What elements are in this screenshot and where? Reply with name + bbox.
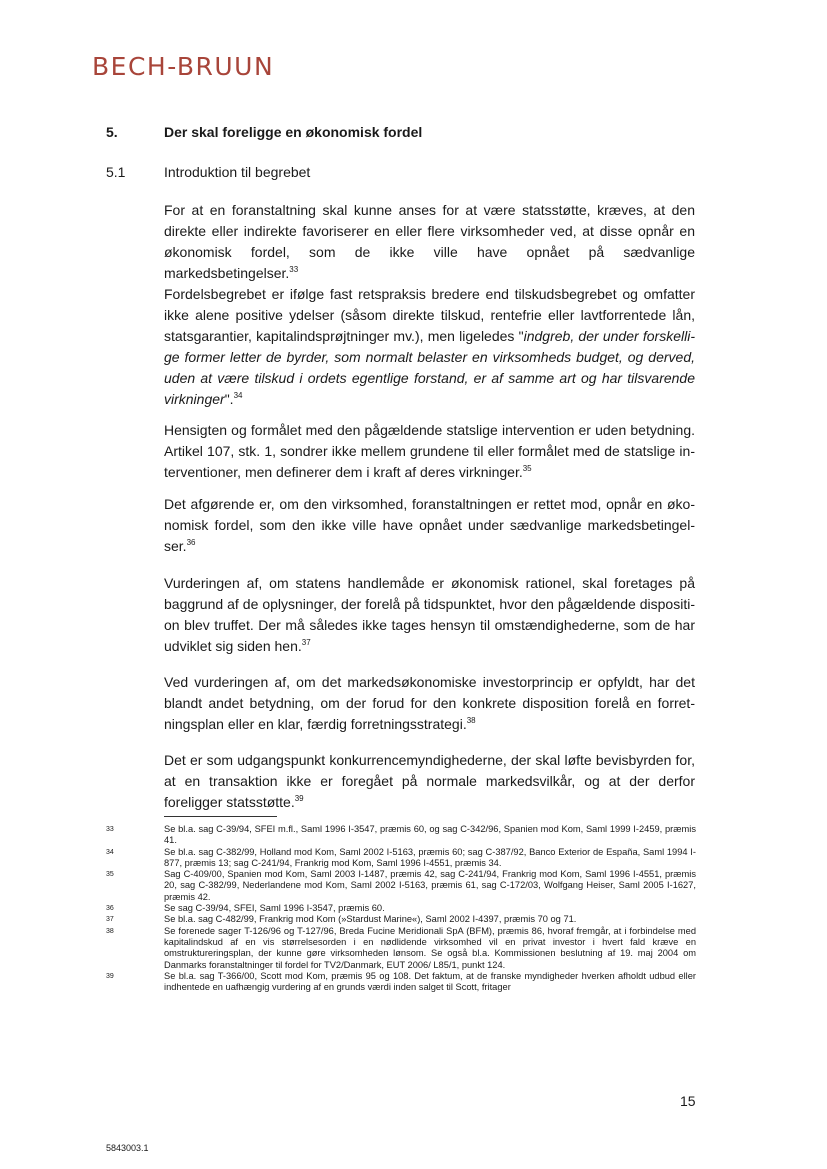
footnote-number: 39 <box>106 972 114 980</box>
footnote-number: 36 <box>106 905 114 913</box>
paragraph-text: Vurderingen af, om statens handlemåde er økonomisk rationel, skal foretages på baggrund af de oplysninger, der forelå på tidspunktet, hvor den pågældende disposition blev truffet. Der må således ikke tages hensyn til omstændighederne, som de har udviklet sig siden hen. <box>164 575 695 654</box>
footnote <box>106 926 696 971</box>
footnote-ref[interactable]: 38 <box>466 716 476 725</box>
page-number: 15 <box>680 1093 696 1109</box>
paragraph-text: Fordelsbegrebet er ifølge fast retspraksis bredere end tilskudsbegrebet og omfatter ikke alene positive ydelser (såsom direkte tilskud, rentefrie eller lavtforrentede lån, statsgarantier, kapitalindsprøjtninger mv.), men ligeledes " <box>164 286 695 344</box>
footnote <box>106 824 696 847</box>
footnote-separator <box>164 816 277 817</box>
footnote-number: 38 <box>106 927 114 935</box>
subsection-number: 5.1 <box>106 164 126 180</box>
footnote-text: Se bl.a. sag T-366/00, Scott mod Kom, præmis 95 og 108. Det faktum, at de franske myndigheder hverken afholdt udbud eller indhentede en uafhængig vurdering af en grunds værdi inden salget til Scott, fritager <box>164 970 696 993</box>
footnote-ref[interactable]: 37 <box>301 638 311 647</box>
footnote-number: 35 <box>106 871 114 879</box>
paragraph-text: For at en foranstaltning skal kunne anses for at være statsstøtte, kræves, at den direkte eller indirekte favoriserer en eller flere virksomheder ved, at disse opnår en økonomisk fordel, som de ikke ville have opnået på sædvanlige markedsbetingelser. <box>164 202 695 281</box>
section-number: 5. <box>106 124 118 140</box>
footnote-ref[interactable]: 35 <box>522 464 532 473</box>
body-paragraph <box>164 672 695 735</box>
paragraph-text: Ved vurderingen af, om det markedsøkonomiske investorprincip er opfyldt, har det blandt andet betydning, om der forud for den konkrete disposition forelå en forretningsplan eller en klar, færdig forretningsstrategi. <box>164 674 695 732</box>
section-title: Der skal foreligge en økonomisk fordel <box>164 124 423 140</box>
body-paragraph <box>164 284 695 410</box>
company-logo: BECH-BRUUN <box>92 52 275 81</box>
paragraph-text-after: ". <box>224 391 234 407</box>
footnote-number: 37 <box>106 916 114 924</box>
body-paragraph <box>164 573 695 657</box>
paragraph-text: Hensigten og formålet med den pågældende statslige intervention er uden betydning. Artikel 107, stk. 1, sondrer ikke mellem grundene til eller formålet med de statslige interventioner, men definerer dem i kraft af deres virkninger. <box>164 422 695 480</box>
footnote-text: Se bl.a. sag C-482/99, Frankrig mod Kom (»Stardust Marine«), Saml 2002 I-4397, præmis 70 og 71. <box>164 914 577 925</box>
footnote <box>106 903 696 914</box>
paragraph-text: Det afgørende er, om den virksomhed, foranstaltningen er rettet mod, opnår en økonomisk fordel, som den ikke ville have opnået under sædvanlige markedsbetingelser. <box>164 496 695 554</box>
footnotes <box>106 824 696 993</box>
footnote-number: 33 <box>106 826 114 833</box>
footnote-text: Se bl.a. sag C-39/94, SFEI m.fl., Saml 1996 I-3547, præmis 60, og sag C-342/96, Spanien mod Kom, Saml 1999 I-2459, præmis 41. <box>164 824 696 846</box>
body-paragraph <box>164 494 695 557</box>
footnote-text: Se sag C-39/94, SFEI, Saml 1996 I-3547, præmis 60. <box>164 903 385 914</box>
document-id: 5843003.1 <box>106 1143 149 1153</box>
body-paragraph <box>164 420 695 483</box>
footnote-ref[interactable]: 33 <box>289 265 299 274</box>
footnote <box>106 869 696 903</box>
paragraph-quote: indgreb, der under forskellige former letter de byrder, som normalt belaster en virksomheds budget, og derved, uden at være tilskud i ordets egentlige forstand, er af samme art og har tilsvarende virkninger <box>164 328 696 407</box>
footnote-number: 34 <box>106 848 114 856</box>
footnote <box>106 847 696 870</box>
paragraph-text: Det er som udgangspunkt konkurrencemyndighederne, der skal løfte bevisbyrden for, at en transaktion ikke er foregået på normale markedsvilkår, og at der derfor foreligger statsstøtte. <box>164 752 695 810</box>
footnote-ref[interactable]: 34 <box>233 391 243 400</box>
subsection-title: Introduktion til begrebet <box>164 164 311 180</box>
footnote <box>106 914 696 925</box>
footnote-text: Se bl.a. sag C-382/99, Holland mod Kom, Saml 2002 I-5163, præmis 60; sag C-387/92, Banco Exterior de España, Saml 1994 I-877, præmis 13; sag C-241/94, Frankrig mod Kom, Saml 1996 I-4551, præmis 34. <box>164 846 696 868</box>
body-paragraph <box>164 200 695 284</box>
footnote-text: Sag C-409/00, Spanien mod Kom, Saml 2003 I-1487, præmis 42, sag C-241/94, Frankrig mod Kom, Saml 1996 I-4551, præmis 20, sag C-382/99, Nederlandene mod Kom, Saml 2002 I-5163, præmis 61, sag C-172/03, Wolfgang Heiser, Saml 2005 I-1627, præmis 42. <box>164 869 696 902</box>
footnote-text: Se forenede sager T-126/96 og T-127/96, Breda Fucine Meridionali SpA (BFM), præmis 86, hvoraf fremgår, at i forbindelse med kapitalindskud af en vis størrelsesorden i en nødlidende virksomhed vil en privat investor i hvert fald kræve en omstruktureringsplan, der kunne gøre virksomheden lønsom. Se også bl.a. Kommissionen beslutning af 19. maj 2004 om Danmarks foranstaltninger til fordel for TV2/Danmark, EUT 2006/ L85/1, punkt 124. <box>164 925 696 970</box>
footnote-ref[interactable]: 39 <box>294 794 304 803</box>
body-paragraph <box>164 750 695 813</box>
footnote-ref[interactable]: 36 <box>186 538 196 547</box>
footnote <box>106 971 696 994</box>
